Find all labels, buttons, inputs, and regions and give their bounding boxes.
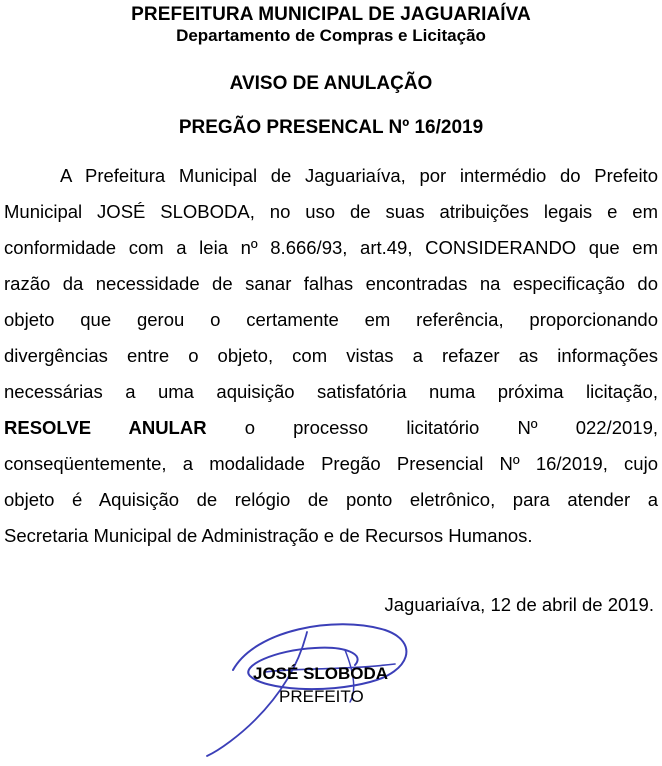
body-line-10: objeto é Aquisição de relógio de ponto eletrônico, para atender a	[4, 489, 658, 510]
signature-date: Jaguariaíva, 12 de abril de 2019.	[384, 594, 654, 615]
body-line-9: conseqüentemente, a modalidade Pregão Presencial Nº 16/2019, cujo	[4, 453, 658, 474]
body-text: A Prefeitura Municipal de Jaguariaíva, por intermédio do Prefeito	[60, 165, 658, 186]
organization-name: PREFEITURA MUNICIPAL DE JAGUARIAÍVA	[131, 4, 531, 25]
resolution-bold-text: RESOLVE ANULAR	[4, 417, 207, 438]
body-line-3: conformidade com a leia nº 8.666/93, art.49, CONSIDERANDO que em	[4, 237, 658, 258]
process-title: PREGÃO PRESENCAL Nº 16/2019	[178, 117, 484, 138]
handwritten-signature	[195, 610, 425, 760]
body-line-1	[0, 163, 658, 189]
body-line-4: razão da necessidade de sanar falhas encontradas na especificação do	[4, 273, 658, 294]
body-line-6: divergências entre o objeto, com vistas a refazer as informações	[4, 345, 658, 366]
body-text: o processo licitatório Nº 022/2019,	[244, 417, 658, 438]
body-line-5: objeto que gerou o certamente em referência, proporcionando	[4, 309, 658, 330]
body-line-8	[4, 415, 658, 441]
notice-title: AVISO DE ANULAÇÃO	[229, 73, 433, 94]
signer-name: JOSÉ SLOBODA	[253, 664, 389, 683]
department-name: Departamento de Compras e Licitação	[176, 26, 486, 45]
body-line-11: Secretaria Municipal de Administração e de Recursos Humanos.	[4, 525, 533, 546]
body-line-2: Municipal JOSÉ SLOBODA, no uso de suas atribuições legais e em	[4, 201, 658, 222]
body-line-7: necessárias a uma aquisição satisfatória numa próxima licitação,	[4, 381, 658, 402]
signer-role: PREFEITO	[279, 687, 364, 706]
